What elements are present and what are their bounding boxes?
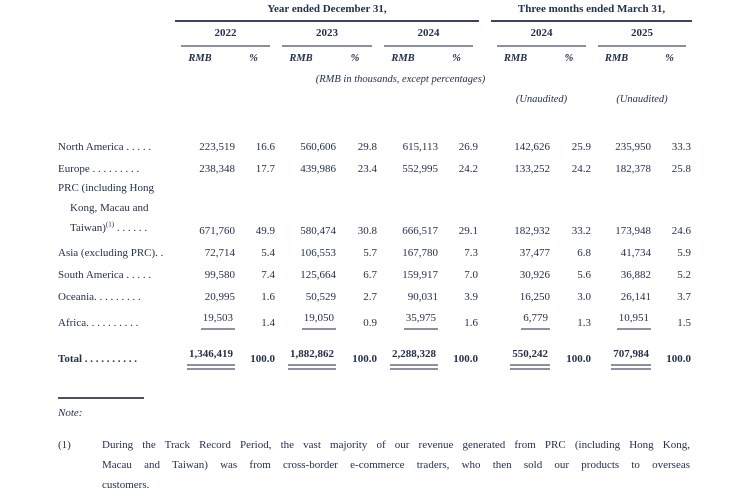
cell-rmb: 439,986 xyxy=(300,163,336,175)
row-label: Asia (excluding PRC). . xyxy=(58,247,164,259)
cell-pct: 5.2 xyxy=(677,269,692,281)
cell-rmb: 36,882 xyxy=(620,269,652,281)
cell-pct: 24.2 xyxy=(571,163,592,175)
cell-rmb: 19,050 xyxy=(276,304,338,330)
footnote-number: (1) xyxy=(58,439,71,451)
cell-rmb: 10,951 xyxy=(592,304,653,330)
dot-leader: . . . . . . xyxy=(114,222,148,234)
cell-pct: 24.2 xyxy=(458,163,479,175)
cell-rmb: 72,714 xyxy=(204,247,235,259)
cell-rmb: 167,780 xyxy=(402,247,438,259)
cell-rmb: 19,503 xyxy=(175,304,237,330)
cell-rmb: 560,606 xyxy=(300,141,336,153)
cell-rmb: 1,882,862 xyxy=(276,330,338,366)
table-row-south-america xyxy=(58,260,692,282)
footnote-text-line: During the Track Record Period, the vast majority of our revenue generated from PRC (including Hong Kong, xyxy=(102,439,690,451)
rmb-header: RMB xyxy=(188,53,212,64)
cell-rmb: 16,250 xyxy=(519,291,551,303)
footnote-text xyxy=(102,435,690,495)
unaudited-row xyxy=(58,86,692,106)
cell-pct: 1.4 xyxy=(261,317,275,329)
cell-rmb: 552,995 xyxy=(402,163,438,175)
table-row-prc xyxy=(58,176,692,238)
cell-rmb: 90,031 xyxy=(407,291,438,303)
year-2024-q1: 2024 xyxy=(491,22,592,47)
cell-rmb: 6,779 xyxy=(491,304,552,330)
row-label: Africa. . . . . . . . . . xyxy=(58,317,139,329)
row-label: Total . . . . . . . . . . xyxy=(58,353,138,365)
footnote-ref: (1) xyxy=(105,220,115,229)
cell-pct: 5.6 xyxy=(577,269,592,281)
cell-pct: 1.6 xyxy=(261,291,275,303)
cell-pct: 30.8 xyxy=(357,225,377,237)
cell-rmb: 223,519 xyxy=(199,141,235,153)
pct-header: % xyxy=(452,53,461,64)
rmb-header: RMB xyxy=(503,53,528,64)
cell-pct: 100.0 xyxy=(352,353,377,365)
table-row-total xyxy=(58,330,692,366)
cell-rmb: 666,517 xyxy=(402,225,438,237)
group-header-interim xyxy=(491,3,692,22)
row-label: Europe . . . . . . . . . xyxy=(58,163,140,175)
subheader-row xyxy=(58,47,692,65)
cell-rmb: 615,113 xyxy=(402,141,438,153)
cell-rmb: 1,346,419 xyxy=(175,330,237,366)
group-header-annual-label: Year ended December 31, xyxy=(175,3,479,22)
cell-pct: 6.7 xyxy=(363,269,377,281)
cell-pct: 5.4 xyxy=(261,247,275,259)
pct-header: % xyxy=(249,53,258,64)
revenue-by-region-table xyxy=(58,3,692,366)
cell-rmb: 125,664 xyxy=(300,269,336,281)
cell-rmb: 106,553 xyxy=(300,247,336,259)
group-header-interim-label: Three months ended March 31, xyxy=(491,3,692,22)
year-2025-q1: 2025 xyxy=(592,22,692,47)
row-label xyxy=(58,176,175,238)
table-row-asia xyxy=(58,238,692,260)
pct-header: % xyxy=(350,53,360,64)
cell-pct: 16.6 xyxy=(255,141,275,153)
cell-pct: 33.2 xyxy=(571,225,592,237)
footnote-text-line: customers. xyxy=(102,479,150,491)
footnote-divider xyxy=(58,397,144,399)
cell-pct: 7.3 xyxy=(464,247,479,259)
row-label: South America . . . . . xyxy=(58,269,152,281)
row-label: North America . . . . . xyxy=(58,141,152,153)
table-row-africa xyxy=(58,304,692,330)
cell-pct: 100.0 xyxy=(250,353,275,365)
year-header-row xyxy=(58,22,692,47)
cell-pct: 29.1 xyxy=(458,225,479,237)
year-2024: 2024 xyxy=(378,22,479,47)
units-note-row xyxy=(58,65,692,86)
year-2022: 2022 xyxy=(175,22,276,47)
units-note: (RMB in thousands, except percentages) xyxy=(315,74,486,85)
cell-pct: 49.9 xyxy=(255,225,275,237)
cell-pct: 100.0 xyxy=(566,353,592,365)
unaudited-label: (Unaudited) xyxy=(616,94,668,105)
cell-pct: 0.9 xyxy=(363,317,377,329)
pct-header: % xyxy=(665,53,674,64)
cell-rmb: 133,252 xyxy=(514,163,551,175)
cell-pct: 17.7 xyxy=(255,163,275,175)
cell-pct: 7.4 xyxy=(261,269,275,281)
cell-pct: 33.3 xyxy=(671,141,692,153)
pct-header: % xyxy=(564,53,574,64)
cell-rmb: 671,760 xyxy=(199,225,235,237)
footnote-text-line: Macau and Taiwan) was from cross-border e-commerce traders, who then sold our products to overseas xyxy=(102,459,690,471)
cell-rmb: 159,917 xyxy=(402,269,438,281)
cell-pct: 7.0 xyxy=(464,269,479,281)
cell-pct: 25.9 xyxy=(571,141,592,153)
cell-rmb: 41,734 xyxy=(620,247,652,259)
cell-rmb: 707,984 xyxy=(592,330,653,366)
footnote-section xyxy=(58,397,692,495)
cell-rmb: 580,474 xyxy=(300,225,336,237)
cell-pct: 2.7 xyxy=(363,291,377,303)
footnote-item xyxy=(58,435,692,495)
cell-pct: 26.9 xyxy=(458,141,479,153)
rmb-header: RMB xyxy=(604,53,629,64)
cell-pct: 1.3 xyxy=(577,317,592,329)
cell-pct: 29.8 xyxy=(357,141,377,153)
cell-rmb: 37,477 xyxy=(519,247,551,259)
spacer-row xyxy=(58,106,692,132)
cell-rmb: 99,580 xyxy=(204,269,235,281)
row-label-line: Kong, Macau and xyxy=(70,202,149,214)
cell-rmb: 26,141 xyxy=(620,291,652,303)
cell-pct: 1.6 xyxy=(464,317,479,329)
row-label: Oceania. . . . . . . . . xyxy=(58,291,141,303)
table-row-europe xyxy=(58,154,692,176)
cell-pct: 100.0 xyxy=(453,353,479,365)
cell-rmb: 2,288,328 xyxy=(378,330,440,366)
cell-pct: 24.6 xyxy=(671,225,692,237)
row-label-line: PRC (including Hong xyxy=(58,182,154,194)
cell-pct: 6.8 xyxy=(577,247,592,259)
cell-pct: 25.8 xyxy=(671,163,692,175)
cell-pct: 5.9 xyxy=(677,247,692,259)
empty-corner xyxy=(58,3,175,22)
cell-rmb: 550,242 xyxy=(491,330,552,366)
cell-pct: 100.0 xyxy=(666,353,692,365)
table-row-north-america xyxy=(58,132,692,154)
cell-rmb: 182,378 xyxy=(615,163,652,175)
row-label-line: Taiwan)$^{(1)}$ . . . . . . xyxy=(70,220,148,234)
cell-pct: 1.5 xyxy=(677,317,692,329)
cell-pct: 5.7 xyxy=(363,247,377,259)
year-2023: 2023 xyxy=(276,22,378,47)
cell-pct: 3.0 xyxy=(577,291,592,303)
cell-pct: 3.9 xyxy=(464,291,479,303)
cell-rmb: 142,626 xyxy=(514,141,551,153)
cell-pct: 23.4 xyxy=(357,163,377,175)
cell-rmb: 20,995 xyxy=(204,291,235,303)
unaudited-label: (Unaudited) xyxy=(515,94,568,105)
group-header-row xyxy=(58,3,692,22)
cell-rmb: 235,950 xyxy=(615,141,652,153)
table-row-oceania xyxy=(58,282,692,304)
rmb-header: RMB xyxy=(289,53,313,64)
footnote-heading: Note: xyxy=(58,407,83,419)
cell-rmb: 50,529 xyxy=(305,291,336,303)
rmb-header: RMB xyxy=(391,53,415,64)
column-gap xyxy=(479,3,491,22)
cell-rmb: 173,948 xyxy=(615,225,652,237)
cell-rmb: 30,926 xyxy=(519,269,551,281)
cell-pct: 3.7 xyxy=(677,291,692,303)
cell-rmb: 182,932 xyxy=(514,225,551,237)
cell-rmb: 35,975 xyxy=(378,304,440,330)
cell-rmb: 238,348 xyxy=(199,163,235,175)
group-header-annual xyxy=(175,3,479,22)
